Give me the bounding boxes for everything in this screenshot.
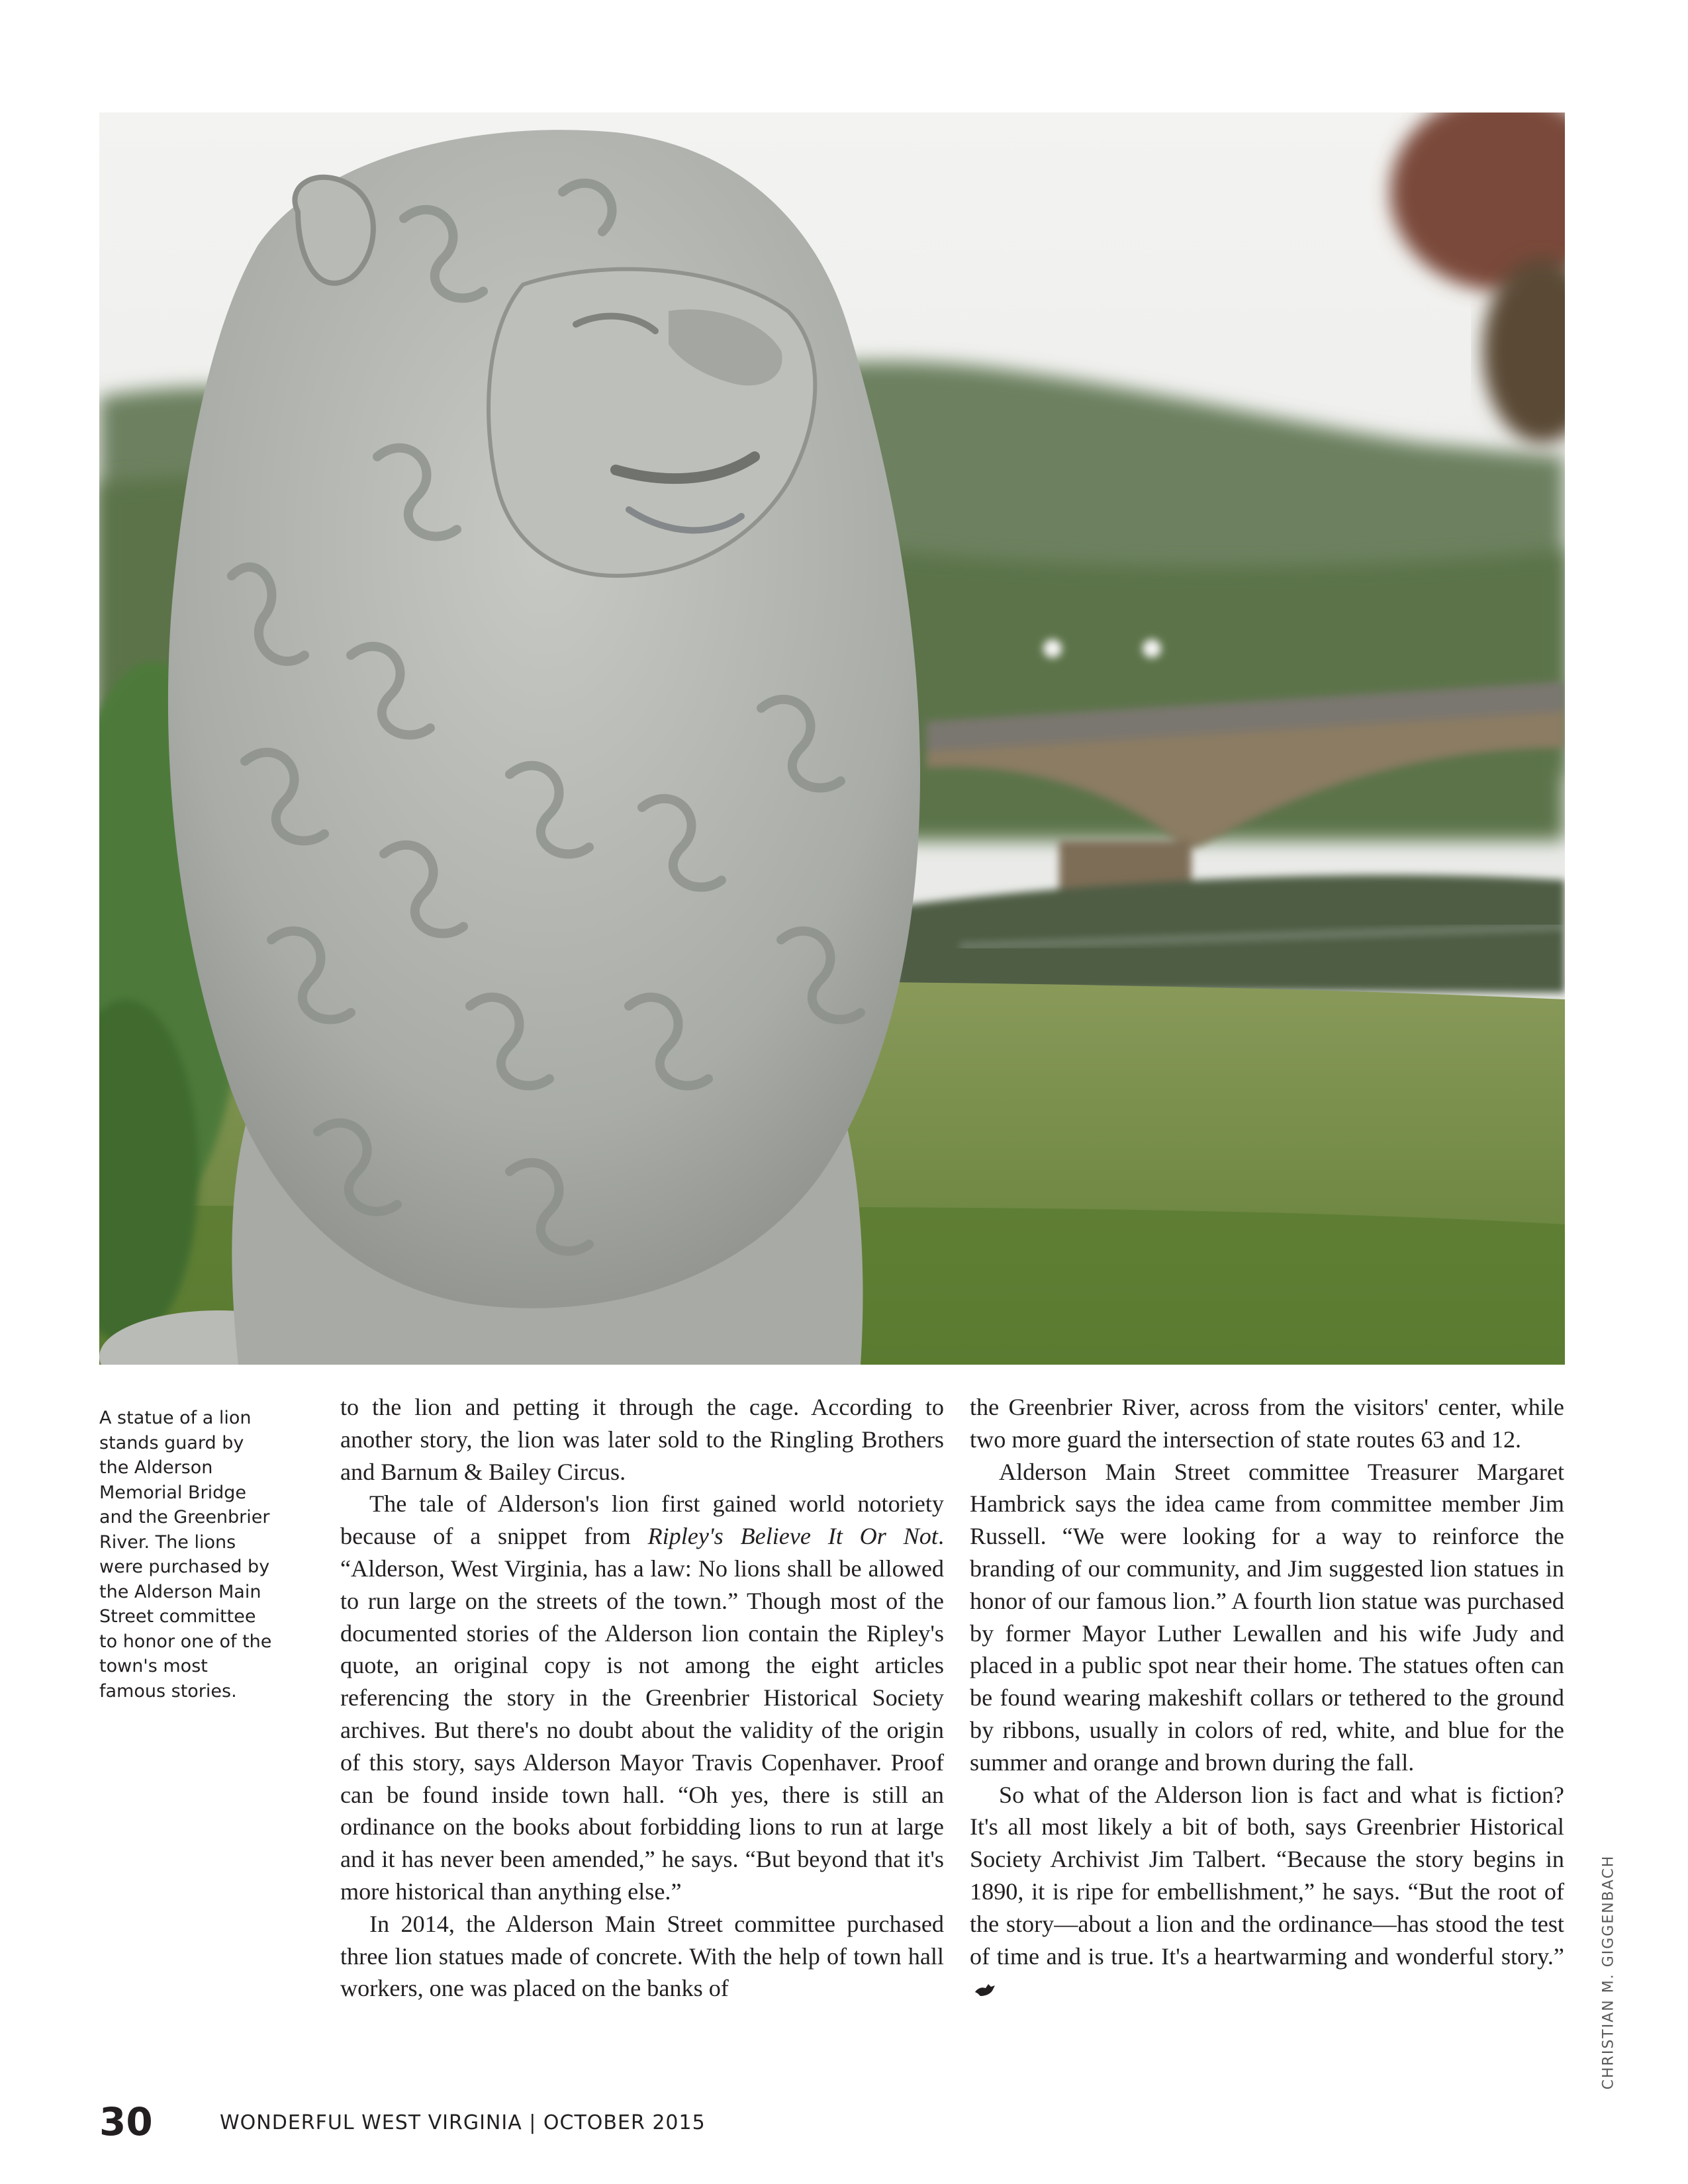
publication-footer: WONDERFUL WEST VIRGINIA | OCTOBER 2015: [220, 2111, 706, 2134]
column1-paragraph-2-start: The tale of Alderson's lion first gained world notoriety because of a snippet from: [340, 1490, 944, 1550]
ripleys-title: Ripley's Believe It Or Not: [647, 1523, 938, 1550]
column2-paragraph-3: [970, 1779, 1564, 2005]
column2-paragraph-3-text: So what of the Alderson lion is fact and what is fiction? It's all most likely a bit of both, says Greenbrier Historical Society Archivist Jim Talbert. “Because the story begins in 1890, it is ripe for embellishment,” he says. “But the root of the story—about a lion and the ordinance—has stood the test of time and is true. It's a heartwarming and wonderful story.”: [970, 1781, 1564, 1970]
column1-paragraph-2: [340, 1488, 944, 1907]
column1-paragraph-2-rest: . “Alderson, West Virginia, has a law: No lions shall be allowed to run large on the streets of the town.” Though most of the documented stories of the Alderson lion contain the Ripley's quote, an original copy is not among the eight articles referencing the story in the Greenbrier Historical Society archives. But there's no doubt about the validity of the origin of this story, says Alderson Mayor Travis Copenhaver. Proof can be found inside town hall. “Oh yes, there is still an ordinance on the books about forbidding lions to run at large and it has never been amended,” he says. “But beyond that it's more historical than anything else.”: [340, 1523, 944, 1905]
state-outline-end-mark-icon: [974, 1983, 996, 1997]
column1-paragraph-3: In 2014, the Alderson Main Street committee purchased three lion statues made of concrete. With the help of town hall workers, one was placed on the banks of: [340, 1910, 944, 2002]
column2-paragraph-1: the Greenbrier River, across from the visitors' center, while two more guard the intersection of state routes 63 and 12.: [970, 1394, 1564, 1453]
page-number: 30: [99, 2099, 153, 2144]
article-column-1: [340, 1391, 944, 2005]
photo-credit: CHRISTIAN M. GIGGENBACH: [1600, 1854, 1617, 2090]
photo-caption: A statue of a lion stands guard by the Alderson Memorial Bridge and the Greenbrier River. The lions were purchased by the Alderson Main Street committee to honor one of the town's most famous stories.: [99, 1408, 272, 1702]
column2-paragraph-2: Alderson Main Street committee Treasurer Margaret Hambrick says the idea came from committee member Jim Russell. “We were looking for a way to reinforce the branding of our community, and Jim suggested lion statues in honor of our famous lion.” A fourth lion statue was purchased by former Mayor Luther Lewallen and his wife Judy and placed in a public spot near their home. The statues often can be found wearing makeshift collars or tethered to the ground by ribbons, usually in colors of red, white, and blue for the summer and orange and brown during the fall.: [970, 1458, 1564, 1776]
lion-statue-photo: [99, 113, 1565, 1365]
column1-paragraph-1: to the lion and petting it through the cage. According to another story, the lion was later sold to the Ringling Brothers and Barnum & Bailey Circus.: [340, 1394, 944, 1485]
article-column-2: [970, 1391, 1564, 2005]
